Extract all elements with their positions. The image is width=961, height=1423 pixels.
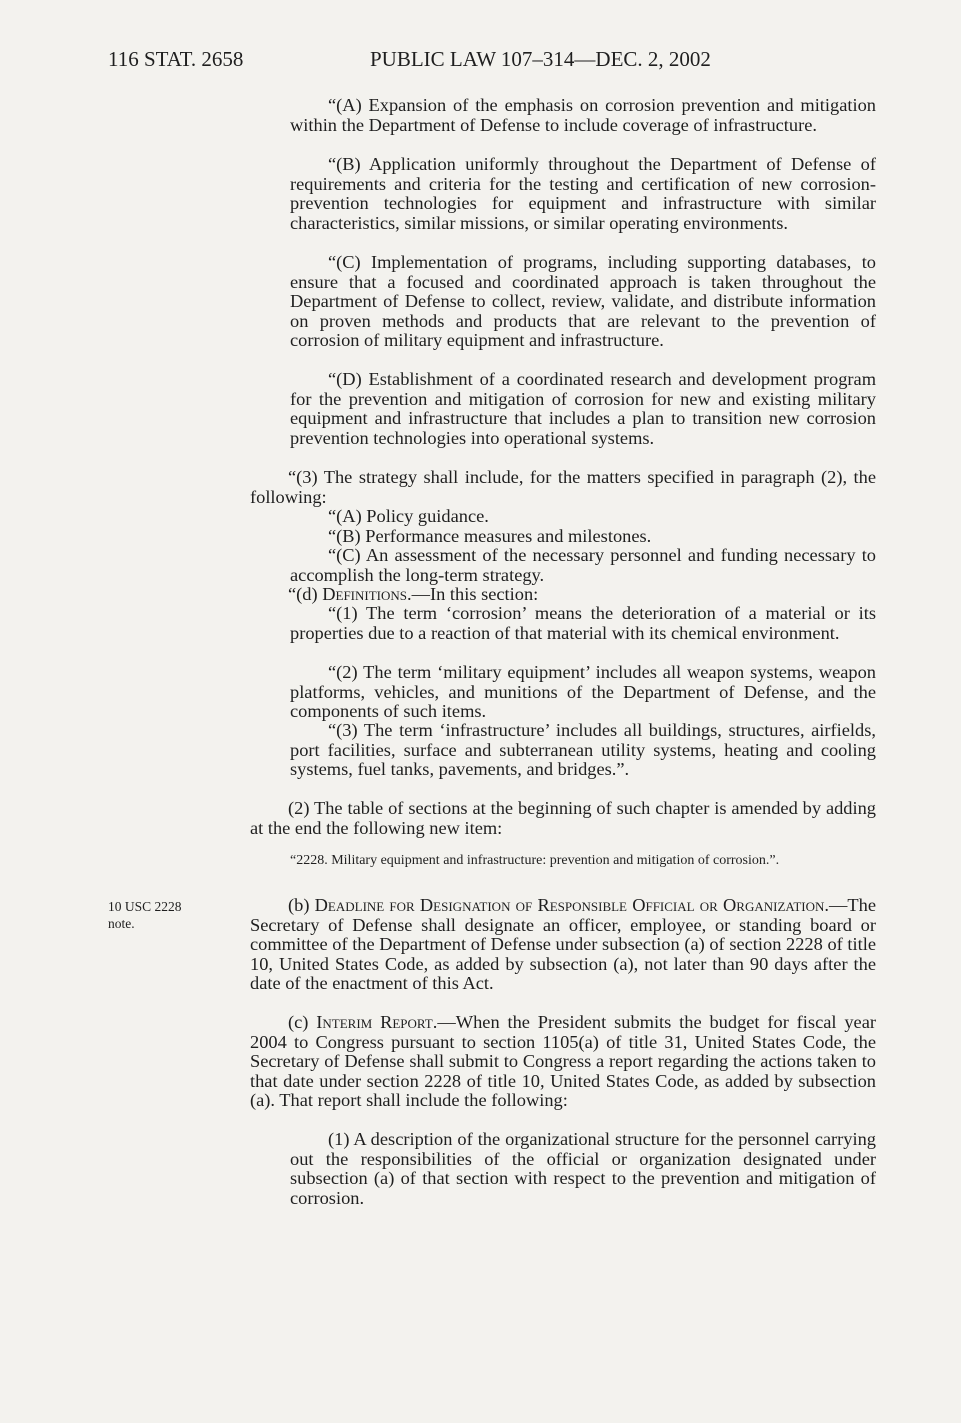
subsection-b-title: Deadline for Designation of Responsible Official or Organization	[314, 895, 825, 915]
margin-note-citation: 10 USC 2228	[108, 899, 182, 914]
margin-note	[108, 898, 218, 932]
paragraph-3B: “(B) Performance measures and milestones.	[328, 526, 652, 546]
paragraph-2B: “(B) Application uniformly throughout the Department of Defense of requirements and criteria for the testing and certification of new corrosion-prevention technologies for equipment and infrastructure with similar characteristics, similar missions, or similar operating environments.	[290, 154, 876, 233]
paragraph-2C: “(C) Implementation of programs, including supporting databases, to ensure that a focused and coordinated approach is taken throughout the Department of Defense to collect, review, validate, and distribute information on proven methods and products that are relevant to the prevention of corrosion of military equipment and infrastructure.	[290, 252, 876, 351]
subsection-d-prefix: “(d)	[288, 584, 323, 604]
subsection-d-rest: .—In this section:	[407, 584, 539, 604]
paragraph-3C: “(C) An assessment of the necessary personnel and funding necessary to accomplish the long-term strategy.	[290, 545, 876, 585]
subsection-b	[250, 896, 876, 994]
paragraph-3A: “(A) Policy guidance.	[328, 506, 489, 526]
public-law-citation: PUBLIC LAW 107–314—DEC. 2, 2002	[370, 47, 711, 71]
paragraph-2D: “(D) Establishment of a coordinated research and development program for the prevention and mitigation of corrosion for new and existing military equipment and infrastructure that includes a plan to transition new corrosion prevention technologies into operational systems.	[290, 369, 876, 448]
paragraph-3: “(3) The strategy shall include, for the matters specified in paragraph (2), the following:	[250, 467, 876, 507]
stat-page-number: 116 STAT. 2658	[108, 47, 244, 71]
paragraph-2A: “(A) Expansion of the emphasis on corrosion prevention and mitigation within the Department of Defense to include coverage of infrastructure.	[290, 95, 876, 135]
definition-military-equipment: “(2) The term ‘military equipment’ includes all weapon systems, weapon platforms, vehicles, and munitions of the Department of Defense, and the components of such items.	[290, 662, 876, 722]
definition-corrosion: “(1) The term ‘corrosion’ means the deterioration of a material or its properties due to a reaction of that material with its chemical environment.	[290, 603, 876, 643]
running-header	[108, 44, 768, 74]
subsection-b-prefix: (b)	[288, 895, 315, 915]
paragraph-c1: (1) A description of the organizational structure for the personnel carrying out the responsibilities of the official or organization designated under subsection (a) of that section with respect to the prevention and mitigation of corrosion.	[290, 1129, 876, 1208]
margin-note-label: note.	[108, 916, 135, 931]
subsection-c-title: Interim Report	[316, 1012, 433, 1032]
subsection-b-body: .—The Secretary of Defense shall designate an officer, employee, or standing board or committee of the Department of Defense under subsection (a) of section 2228 of title 10, United States Code, as added by subsection (a), not later than 90 days after the date of the enactment of this Act.	[250, 895, 876, 994]
subsection-c-prefix: (c)	[288, 1012, 317, 1032]
paragraph-table-of-sections: (2) The table of sections at the beginning of such chapter is amended by adding at the end the following new item:	[250, 798, 876, 838]
definition-infrastructure: “(3) The term ‘infrastructure’ includes all buildings, structures, airfields, port facilities, surface and subterranean utility systems, heating and cooling systems, fuel tanks, pavements, and bridges.”.	[290, 720, 876, 780]
section-2228-table-item: “2228. Military equipment and infrastructure: prevention and mitigation of corrosion.”.	[290, 853, 780, 868]
subsection-d-title: Definitions	[322, 584, 407, 604]
subsection-d-heading	[250, 585, 876, 605]
subsection-c	[250, 1013, 876, 1111]
subsection-c-body: .—When the President submits the budget for fiscal year 2004 to Congress pursuant to section 1105(a) of title 31, United States Code, the Secretary of Defense shall submit to Congress a report regarding the actions taken to that date under section 2228 of title 10, United States Code, as added by subsection (a). That report shall include the following:	[250, 1012, 876, 1111]
